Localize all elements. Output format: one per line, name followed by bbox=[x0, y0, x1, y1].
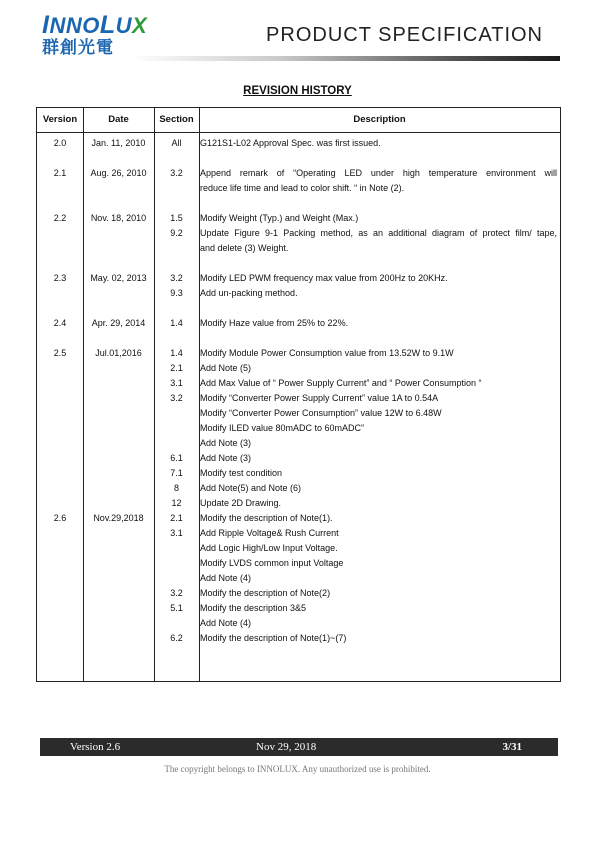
change-line bbox=[154, 466, 560, 481]
header-divider bbox=[130, 56, 560, 61]
header-section: Section bbox=[159, 114, 194, 125]
change-description: Modify test condition bbox=[200, 468, 283, 478]
change-line bbox=[154, 541, 560, 556]
change-line bbox=[154, 616, 560, 631]
change-line bbox=[154, 361, 560, 376]
revision-history-title: REVISION HISTORY bbox=[243, 85, 352, 97]
change-section: 3.2 bbox=[170, 273, 183, 283]
revision-version: 2.2 bbox=[53, 213, 67, 223]
revision-version: 2.5 bbox=[53, 348, 67, 358]
change-description: Modify “Converter Power Consumption” value 12W to 6.48W bbox=[200, 408, 442, 418]
revision-date: Nov.29,2018 bbox=[93, 513, 144, 523]
change-section: 12 bbox=[171, 498, 182, 508]
change-line bbox=[154, 136, 560, 151]
change-description: Add Note (5) bbox=[200, 363, 252, 373]
change-section: 1.4 bbox=[170, 318, 183, 328]
change-description: G121S1-L02 Approval Spec. was first issued. bbox=[200, 138, 381, 148]
revision-changes bbox=[154, 166, 560, 196]
change-description: reduce life time and lead to color shift. “ in Note (2). bbox=[200, 183, 405, 193]
change-description: Add Note (3) bbox=[200, 453, 252, 463]
change-line bbox=[154, 166, 560, 181]
change-line bbox=[154, 631, 560, 646]
change-description: Modify “Converter Power Supply Current” value 1A to 0.54A bbox=[200, 393, 439, 403]
change-line bbox=[154, 496, 560, 511]
revision-changes bbox=[154, 346, 560, 511]
change-section: 2.1 bbox=[170, 363, 183, 373]
change-description: Add un-packing method. bbox=[200, 288, 298, 298]
change-line bbox=[154, 241, 560, 256]
change-line bbox=[154, 451, 560, 466]
change-description: Modify Module Power Consumption value from 13.52W to 9.1W bbox=[200, 348, 454, 358]
innolux-logo bbox=[42, 11, 148, 58]
change-description: Modify Haze value from 25% to 22%. bbox=[200, 318, 349, 328]
change-line bbox=[154, 391, 560, 406]
revision-changes bbox=[154, 271, 560, 301]
revision-date: Jan. 11, 2010 bbox=[91, 138, 146, 148]
logo-chinese-name: 群創光電 bbox=[42, 38, 114, 58]
change-line bbox=[154, 511, 560, 526]
footer-bar bbox=[40, 738, 558, 756]
change-description: and delete (3) Weight. bbox=[200, 243, 289, 253]
change-line bbox=[154, 406, 560, 421]
footer-date: Nov 29, 2018 bbox=[256, 741, 317, 753]
change-description: Update Figure 9-1 Packing method, as an additional diagram of protect film/ tape, bbox=[200, 228, 557, 238]
revision-version: 2.0 bbox=[53, 138, 67, 148]
revision-date: May. 02, 2013 bbox=[90, 273, 147, 283]
change-line bbox=[154, 346, 560, 361]
change-description: Add Note(5) and Note (6) bbox=[200, 483, 302, 493]
change-line bbox=[154, 316, 560, 331]
change-line bbox=[154, 571, 560, 586]
change-section: 3.1 bbox=[170, 528, 183, 538]
change-description: Add Note (3) bbox=[200, 438, 252, 448]
change-description: Modify the description of Note(1)~(7) bbox=[200, 633, 347, 643]
change-line bbox=[154, 526, 560, 541]
change-section: 8 bbox=[173, 483, 179, 493]
revision-date: Apr. 29, 2014 bbox=[91, 318, 146, 328]
change-line bbox=[154, 211, 560, 226]
change-section: 5.1 bbox=[170, 603, 183, 613]
change-description: Modify the description of Note(1). bbox=[200, 513, 333, 523]
change-section: 7.1 bbox=[170, 468, 183, 478]
revision-date: Jul.01,2016 bbox=[95, 348, 142, 358]
header-date: Date bbox=[108, 114, 129, 125]
revision-version: 2.4 bbox=[53, 318, 67, 328]
change-section: 1.5 bbox=[170, 213, 183, 223]
change-line bbox=[154, 181, 560, 196]
revision-version: 2.3 bbox=[53, 273, 67, 283]
change-line bbox=[154, 601, 560, 616]
revision-version: 2.1 bbox=[53, 168, 67, 178]
change-description: Add Note (4) bbox=[200, 618, 252, 628]
revision-changes bbox=[154, 511, 560, 646]
change-description: Add Note (4) bbox=[200, 573, 252, 583]
change-description: Modify the description 3&5 bbox=[200, 603, 307, 613]
revision-history-table bbox=[36, 107, 561, 682]
change-description: Modify Weight (Typ.) and Weight (Max.) bbox=[200, 213, 359, 223]
change-section: 6.1 bbox=[170, 453, 183, 463]
change-line bbox=[154, 556, 560, 571]
logo-wordmark: INNOLUX bbox=[42, 11, 148, 39]
change-description: Add Max Value of “ Power Supply Current” and “ Power Consumption “ bbox=[200, 378, 482, 388]
revision-date: Aug. 26, 2010 bbox=[90, 168, 147, 178]
change-line bbox=[154, 286, 560, 301]
change-line bbox=[154, 376, 560, 391]
header-version: Version bbox=[42, 114, 78, 125]
change-description: Modify ILED value 80mADC to 60mADC” bbox=[200, 423, 365, 433]
revision-changes bbox=[154, 211, 560, 256]
change-line bbox=[154, 421, 560, 436]
header-description: Description bbox=[353, 114, 406, 125]
change-line bbox=[154, 271, 560, 286]
table-header-row bbox=[37, 108, 560, 133]
revision-changes bbox=[154, 316, 560, 331]
page-header-title: PRODUCT SPECIFICATION bbox=[266, 24, 543, 46]
change-section: 2.1 bbox=[170, 513, 183, 523]
change-section: 3.2 bbox=[170, 168, 183, 178]
change-section: 9.2 bbox=[170, 228, 183, 238]
change-section: 3.2 bbox=[170, 588, 183, 598]
revision-date: Nov. 18, 2010 bbox=[90, 213, 147, 223]
change-section: 6.2 bbox=[170, 633, 183, 643]
column-divider-version bbox=[37, 108, 84, 681]
change-description: Modify LED PWM frequency max value from 200Hz to 20KHz. bbox=[200, 273, 448, 283]
revision-changes bbox=[154, 136, 560, 151]
footer-version: Version 2.6 bbox=[70, 741, 121, 753]
change-line bbox=[154, 226, 560, 241]
change-description: Add Ripple Voltage& Rush Current bbox=[200, 528, 339, 538]
change-section: 9.3 bbox=[170, 288, 183, 298]
change-section: 1.4 bbox=[170, 348, 183, 358]
change-section: 3.1 bbox=[170, 378, 183, 388]
column-divider-date bbox=[83, 108, 155, 681]
change-section: All bbox=[171, 138, 182, 148]
footer-page-number: 3/31 bbox=[502, 741, 522, 753]
change-description: Add Logic High/Low Input Voltage. bbox=[200, 543, 338, 553]
copyright-notice: The copyright belongs to INNOLUX. Any unauthorized use is prohibited. bbox=[164, 764, 431, 774]
change-description: Append remark of “Operating LED under high temperature environment will bbox=[200, 168, 557, 178]
change-line bbox=[154, 436, 560, 451]
change-line bbox=[154, 481, 560, 496]
change-description: Modify the description of Note(2) bbox=[200, 588, 331, 598]
change-description: Update 2D Drawing. bbox=[200, 498, 282, 508]
change-line bbox=[154, 586, 560, 601]
change-section: 3.2 bbox=[170, 393, 183, 403]
revision-version: 2.6 bbox=[53, 513, 67, 523]
change-description: Modify LVDS common input Voltage bbox=[200, 558, 344, 568]
